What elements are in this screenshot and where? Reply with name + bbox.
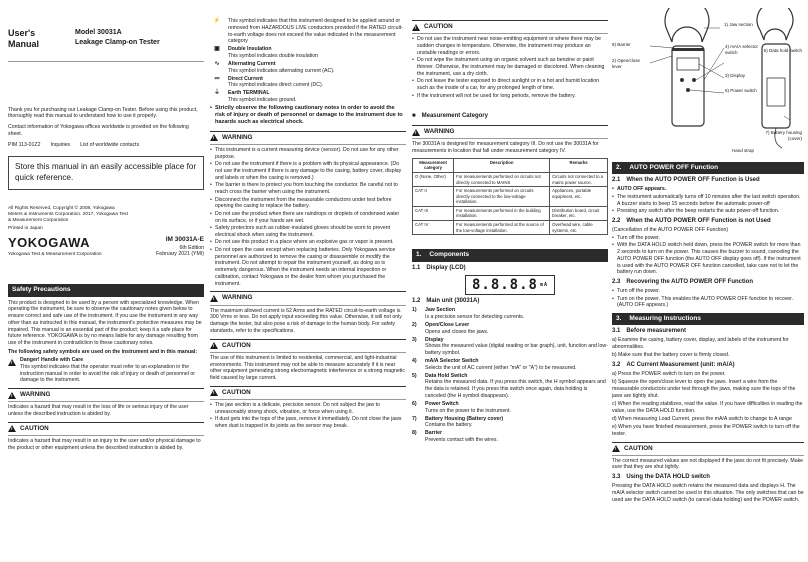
s23-list: • Turn off the power. • Turn on the power. This enables the AUTO POWER OFF function to recover. (AUTO OFF appears.) <box>612 288 804 309</box>
label-strap: Hand strap <box>732 148 755 153</box>
caution3-box: ! CAUTION <box>412 20 608 34</box>
s21-list: • AUTO OFF appears. • The instrument automatically turns off 10 minutes after the last switch operation. A buzzer starts to beep 15 seconds before the automatic power-off • Pressing any switch after the beep restarts the auto power-off function. <box>612 186 804 215</box>
safety-header: Safety Precautions <box>8 284 204 296</box>
label-data-hold: 5) Data hold switch <box>763 48 802 53</box>
symbols-heading: The following safety symbols are used on the instrument and in this manual: <box>8 348 198 355</box>
pim-inquiries: Inquiries <box>50 141 71 148</box>
s33-heading: 3.3 Using the DATA HOLD switch <box>612 474 710 481</box>
safety-body: This product is designed to be used by a person with specialized knowledge. When operating the instrument, be sure to observe the cautionary notes given below to ensure correct and safe use of the instrument. If you use the instrument in any way other than as instructed in this manual, the instrument's protective measures may be impaired. This manual is an essential part of the product; keep it a safe place for future reference. YOKOGAWA is by no means liable for any damage resulting from use of the instrument in contradiction to these cautionary notes. <box>8 299 202 347</box>
caution-def-box <box>8 422 204 436</box>
symbol-hazard: ⚡ This symbol indicates that this instrument designed to be applied around or removed from HAZARDOUS LIVE conductors provided if the RATED circuit-to-earth voltage does not exceed the value indicated in the measurement category <box>210 18 406 45</box>
caution-def-text: Indicates a hazard that may result in an injury to the user and/or physical damage to the product or other equipment unless the described instruction is abided by. <box>8 437 201 451</box>
double-square-icon: ▣ <box>214 46 220 53</box>
doc-date: February 2021 (YMI) <box>156 251 204 258</box>
auto-off-header: 2. AUTO POWER OFF Function <box>612 162 804 174</box>
warning1-box: ! WARNING <box>210 131 406 145</box>
symbol-earth: ⏚ Earth TERMINAL This symbol indicates ground. <box>210 90 406 104</box>
s22-heading: 2.2 When the AUTO POWER OFF Function is not Used <box>612 217 771 224</box>
meas-category-heading: ■ Measurement Category <box>412 113 488 120</box>
list-item: 7) Battery Housing (Battery cover) Contains the battery. <box>412 415 504 429</box>
s31-item-b: b) Make sure that the battery cover is firmly closed. <box>612 352 730 359</box>
s31-item-a: a) Examine the casing, battery cover, display, and labels of the instrument for abnormalities. <box>612 337 789 350</box>
table-row: CAT II For measurements performed on circuits directly connected to the low-voltage installation. Appliances, portable equipment, etc. <box>413 187 608 207</box>
warning-triangle-icon <box>210 342 218 349</box>
warning-triangle-icon <box>8 392 16 399</box>
meas-category-table <box>412 158 608 235</box>
label-battery: 7) Battery housing (cover) <box>765 130 802 141</box>
s31-heading: 3.1 Before measurement <box>612 328 687 335</box>
warning1-list: • This instrument is a current measuring device (sensor). Do not use for any other purpose. • Do not use the instrument if there is a problem with its physical appearance. (Do not use the instrument if there is any damage to the casing, battery cover, display and labels or when the casing is removed.) • The barrier is there to protect you from touching the conductor. Be careful not to reach cross the barrier when using the instrument. • Disconnect the instrument from the measurable conductors under test before opening the casing to replace the battery. • Do not use the product when there are raindrops or droplets of condensed water on its surface, or if your hands are wet. • Safety protectors such as rubber-insulated gloves should be worn to prevent electrical shock when using the instrument. • Do not use this product in a place where an explosive gas or vapor is present. • Do not open the case except when replacing batteries. Only Yokogawa service personnel are authorized to remove the casing or disassemble or modify the instrument. Do not attempt to repair the instrument yourself, as doing so is extremely dangerous. When the instrument needs an internal inspection or calibration, contact Yokogawa or the dealer from whom you purchased the instrument. <box>210 147 406 288</box>
printed-text: Printed in Japan <box>8 225 43 231</box>
lcd-reading: 8.8.8.8 <box>471 277 538 294</box>
components-header: 1. Components <box>412 249 608 261</box>
warning-triangle-icon <box>8 359 16 366</box>
s32-item-a: a) Press the POWER switch to turn on the power. <box>612 370 726 377</box>
warning-label: WARNING <box>20 391 51 399</box>
s32-item-c: c) When the reading stabilizes, read the value. If you have difficulties in reading the value, use the DATA HOLD function. <box>612 400 803 414</box>
model-number: Model 30031A <box>75 29 122 36</box>
caution-label: CAUTION <box>20 424 49 432</box>
warning-triangle-icon <box>210 295 218 302</box>
pim-row <box>8 142 204 149</box>
s21-heading: 2.1 When the AUTO POWER OFF Function is Used <box>612 177 760 184</box>
symbol-double-insulation: ▣ Double Insulation This symbol indicates double insulation <box>210 46 406 60</box>
s32-item-d: d) When measuring Load Current, press the mA/A switch to change to A range <box>612 415 792 422</box>
lightning-icon: ⚡ <box>213 18 221 24</box>
store-note: Store this manual in an easily accessible place for quick reference. <box>15 162 197 182</box>
logo-subtitle: Yokogawa Test & Measurement Corporation <box>8 251 102 257</box>
measuring-header: 3. Measuring Instructions <box>612 313 804 325</box>
list-item: 6) Power Switch Turns on the power to the instrument. <box>412 400 512 414</box>
strict-note: • Strictly observe the following cautionary notes in order to avoid the risk of injury or death of personnel or damage to the instrument due to hazards such as electrical shock. <box>210 105 406 127</box>
s23-heading: 2.3 Recovering the AUTO POWER OFF Function <box>612 279 754 286</box>
main-unit-subheading: 1.2 Main unit (30031A) <box>412 298 480 305</box>
s22-note: (Cancellation of the AUTO POWER OFF Function) <box>612 226 729 233</box>
clamp-diagram <box>612 8 804 158</box>
ac-wave-icon: ∿ <box>214 60 220 67</box>
product-name: Leakage Clamp-on Tester <box>75 38 160 46</box>
earth-icon: ⏚ <box>213 90 220 97</box>
caution2-box: ! CAUTION <box>210 386 406 400</box>
list-item: 2) Open/Close Lever Opens and closes the jaws. <box>412 321 489 335</box>
doc-id: IM 30031A-E <box>165 236 204 244</box>
danger-title: Danger! Handle with Care <box>20 357 84 364</box>
title-block <box>8 28 204 62</box>
yokogawa-logo: YOKOGAWA <box>8 235 91 250</box>
warning2-text: The maximum allowed current is 62 Arms and the RATED circuit-to-earth voltage is 300 Vrms or less. Do not apply input exceeding this value. Otherwise, it will not only damage the tester, but also pose a risk of damage to the human body. For safety standards, refer to the specifications. <box>210 307 402 334</box>
symbols-list <box>210 18 406 104</box>
column-1 <box>8 0 204 562</box>
s32-heading: 3.2 AC Current Measurement (unit: mA/A) <box>612 362 735 368</box>
symbol-dc: ⎓ Direct Current This symbol indicates direct current (DC). <box>210 76 406 90</box>
caution1-text: The use of this instrument is limited to residential, commercial, and light-industrial environments. This instrument may not be able to measure accurately if it is near other equipment generating strong electromagnetic interference or a strong magnetic field caused by large current. <box>210 354 405 382</box>
s33-text: Pressing the DATA HOLD switch retains the measured data and displays H. The mA/A selector switch cannot be used in this situation. The only switches that can be used are the DATA HOLD switch (to cancel data holding) and the POWER switch. <box>612 483 804 503</box>
label-jaw: 1) Jaw section <box>724 22 753 27</box>
caution1-box: ! CAUTION <box>210 339 406 353</box>
caution2-list: • The jaw section is a delicate, precision sensor. Do not subject the jaw to unreasonably strong shock, vibration, or force when using it. • If dust gets into the tops of the jaws, remove it immediately. Do not close the jaws when dust is trapped in its joints as the sensor may break. <box>210 402 406 430</box>
dc-icon: ⎓ <box>214 75 220 82</box>
list-item: 4) mA/A Selector Switch Selects the unit of AC current (either "mA" or "A") to be measured. <box>412 357 577 371</box>
danger-block <box>8 357 204 384</box>
users-manual-title: User's Manual <box>8 28 40 50</box>
measuring-caution-text: The correct measured values are not displayed if the jaws do not fit precisely. Make sure that they are shut tightly. <box>612 457 804 471</box>
pim-code: PIM 113-01Z2 <box>8 141 41 148</box>
warning-triangle-icon <box>612 445 620 452</box>
lcd-display <box>465 275 555 295</box>
components-list <box>412 307 608 444</box>
table-header-row: Measurement category Description Remarks <box>413 158 608 172</box>
meas-warning-text: The 30031A is designed for measurement category III. Do not use the 30031A for measurements in location that fall under measurement category IV. <box>412 141 599 155</box>
contact-text: Contact information of Yokogawa offices worldwide is provided on the following sheet. <box>8 124 189 137</box>
warning2-box: ! WARNING <box>210 291 406 305</box>
list-item: 3) Display Shows the measured value (digital reading or bar graph), unit, function and low-battery symbol. <box>412 336 608 357</box>
label-barrier: 8) Barrier <box>612 42 631 47</box>
warning-triangle-icon <box>8 425 16 432</box>
logo-row <box>8 235 204 258</box>
symbol-ac: ∿ Alternating Current This symbol indicates alternating current (AC). <box>210 61 406 75</box>
warning-triangle-icon <box>210 389 218 396</box>
display-subheading: 1.1 Display (LCD) <box>412 264 466 271</box>
warning-triangle-icon <box>412 24 420 31</box>
warning-triangle-icon <box>210 134 218 141</box>
caution3-list: • Do not use the instrument near noise-emitting equipment or where there may be sudden changes in temperature. Otherwise, the instrument may produce an unstable readings or errors. • Do not wipe the instrument using an organic solvent such as benzine or paint thinner. Otherwise, the instrument may be damaged or discolored. When cleaning the instrument, use a dry cloth. • Do not leave the tester exposed to direct sunlight or in a hot and humid location such as the inside of a car, for any prolonged length of time. • If the instrument will not be used for long periods, remove the battery. <box>412 36 608 99</box>
meas-warning-box: ! WARNING <box>412 125 608 139</box>
lcd-unit: mA <box>539 282 549 289</box>
table-row: CAT IV For measurements performed at the source of the low-voltage installation. Overhead wire, cable systems, etc. <box>413 220 608 234</box>
table-row: CAT III For measurements performed in the building installation. Distribution board, circuit breaker, etc. <box>413 206 608 220</box>
column-2 <box>210 0 406 562</box>
column-3 <box>412 0 608 562</box>
label-mA-switch: 4) mA/A selector switch <box>725 44 759 55</box>
s32-item-e: e) When you have finished measurement, press the POWER switch to turn off the tester. <box>612 424 800 437</box>
label-lever: 2) Open/close lever <box>612 58 641 69</box>
measuring-caution-box: ! CAUTION <box>612 442 804 456</box>
list-item: 8) Barrier Prevents contact with the wires. <box>412 430 498 443</box>
edition: 6th Edition <box>179 244 204 251</box>
store-note-box <box>8 156 204 189</box>
s22-list: • Turn off the power. • With the DATA HOLD switch held down, press the POWER switch for more than 2 seconds to turn on the power. This causes the buzzer to sound, canceling the AUTO POWER OFF function (the AUTO OFF display goes off). If the instrument is used with the AUTO POWER OFF function cancelled, take care not to let the battery run down. <box>612 235 804 276</box>
column-4 <box>612 0 804 562</box>
label-display: 3) Display <box>725 73 746 78</box>
list-item: 1) Jaw Section Is a precision sensor for detecting currents. <box>412 307 525 320</box>
s32-item-b: b) Squeeze the open/close lever to open the jaws. Insert a wire from the measurable conductors under test through the jaws, making sure the tops of the jaws are tightly shut. <box>612 379 796 399</box>
warning-triangle-icon <box>412 129 420 136</box>
label-power: 6) Power switch <box>725 88 757 93</box>
warning-def-text: Indicates a hazard that may result in the loss of life or serious injury of the user unless the described instruction is abided by. <box>8 404 189 417</box>
pim-contacts: List of worldwide contacts <box>80 141 140 148</box>
rights-text: All Rights Reserved, Copyright © 2008, Yokogawa Meters & Instruments Corporation. 2017, Yokogawa Test & Measurement Corporation <box>8 205 128 224</box>
danger-text: This symbol indicates that the operator must refer to an explanation in the instruction manual in order to avoid the risk of injury or death of personnel or damage to the instrument. <box>20 363 196 384</box>
thanks-text: Thank you for purchasing our Leakage Clamp-on Tester. Before using this product, thoroughly read this manual to understand how to use it properly. <box>8 106 198 120</box>
warning-def-box <box>8 388 204 402</box>
table-row: O (None, Other) For measurements performed on circuits not directly connected to MAINS Circuits not connected to a mains power source. <box>413 172 608 186</box>
list-item: 5) Data Hold Switch Retains the measured data. If you press this switch, the H symbol appears and the data is retained. If you press this switch once again, data holding is canceled (the H symbol disappears). <box>412 372 606 399</box>
